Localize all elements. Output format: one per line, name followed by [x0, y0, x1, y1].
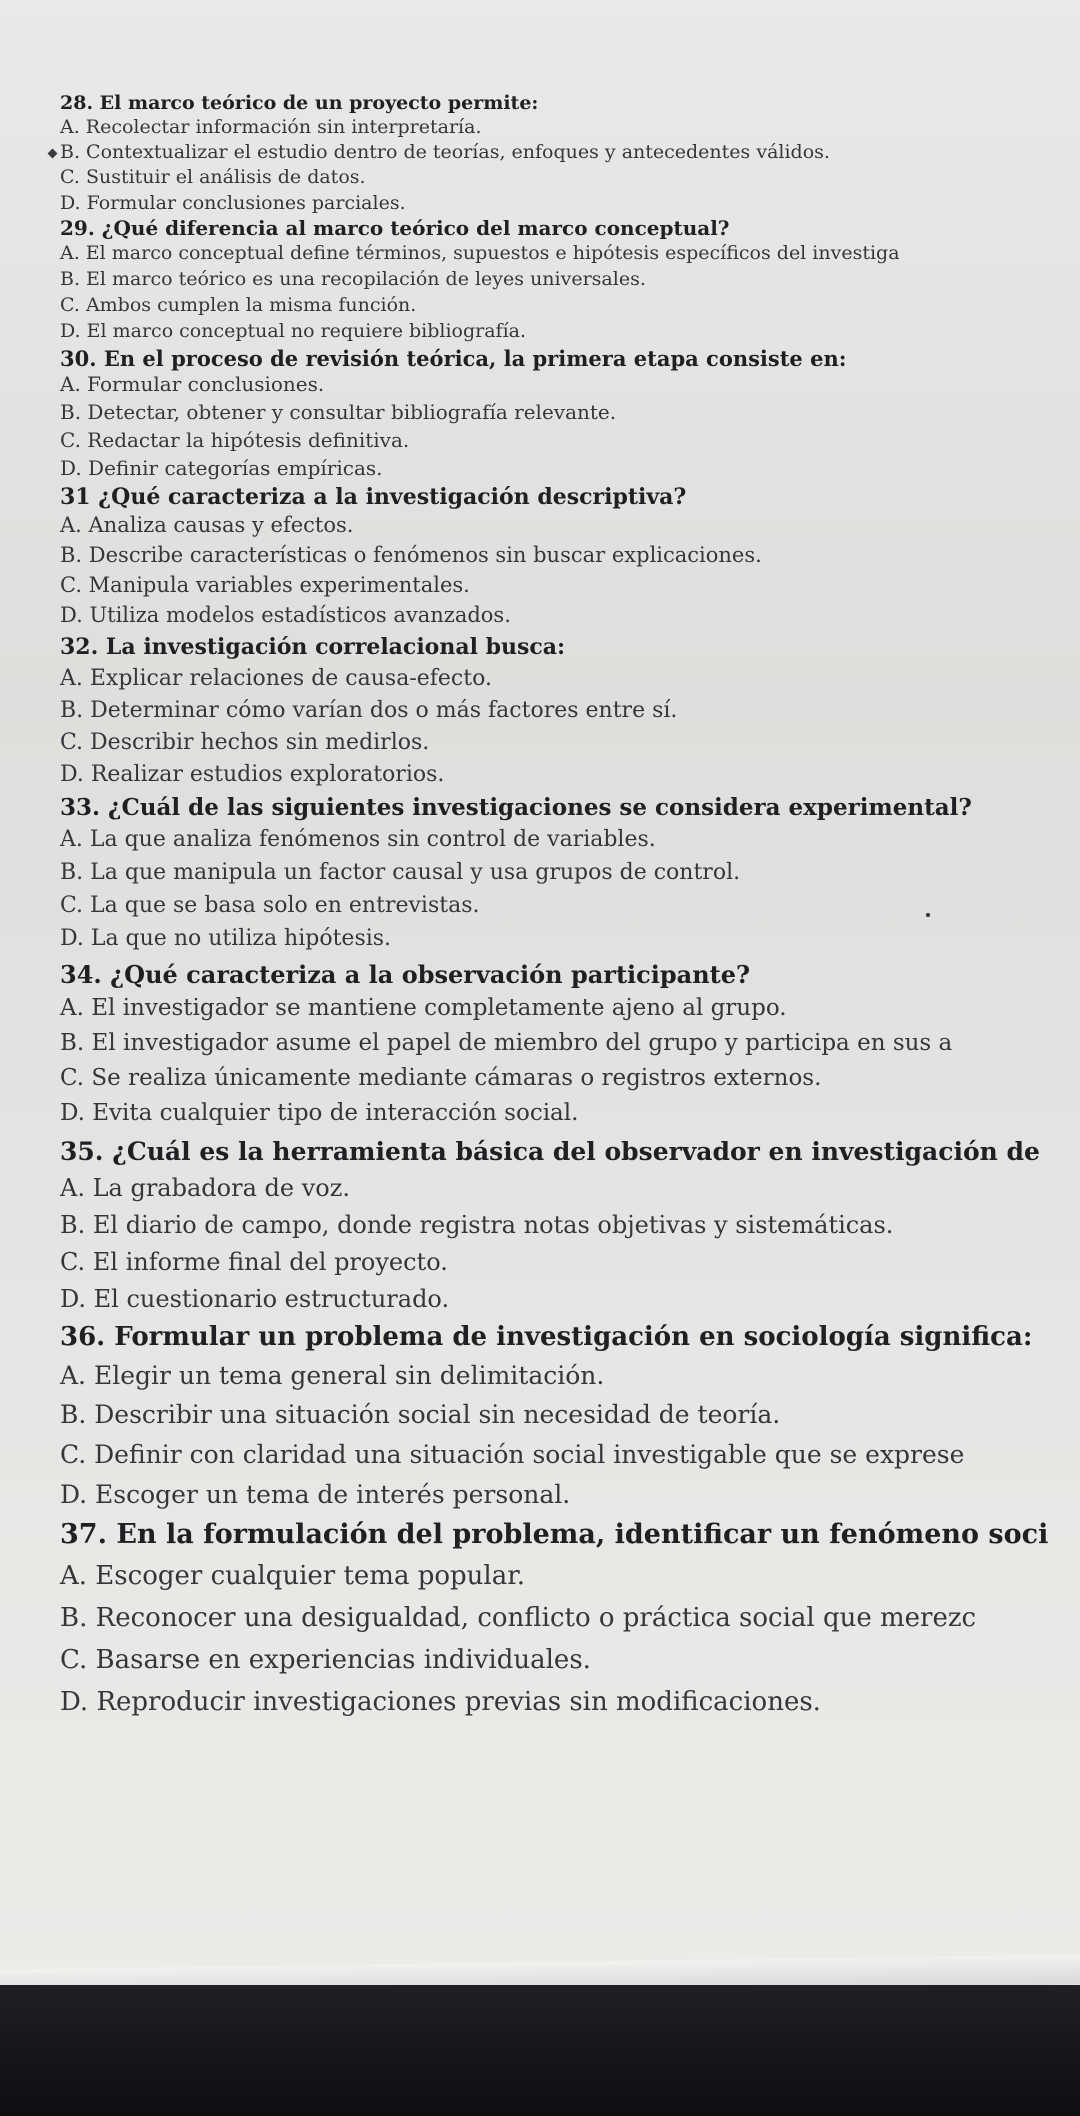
- option-30-b: B. Detectar, obtener y consultar bibliografía relevante.: [60, 400, 617, 424]
- option-36-c: C. Definir con claridad una situación social investigable que se exprese: [60, 1440, 965, 1469]
- option-32-c: C. Describir hechos sin medirlos.: [60, 730, 430, 755]
- option-36-b: B. Describir una situación social sin necesidad de teoría.: [60, 1400, 781, 1429]
- option-31-d: D. Utiliza modelos estadísticos avanzados.: [60, 603, 511, 627]
- option-33-c: C. La que se basa solo en entrevistas.: [60, 893, 480, 918]
- option-37-d: D. Reproducir investigaciones previas sin modificaciones.: [60, 1687, 821, 1717]
- option-31-b: B. Describe características o fenómenos sin buscar explicaciones.: [60, 543, 762, 567]
- question-30: 30. En el proceso de revisión teórica, la primera etapa consiste en:: [60, 346, 847, 371]
- question-28: 28. El marco teórico de un proyecto permite:: [60, 92, 539, 114]
- question-31: 31 ¿Qué caracteriza a la investigación descriptiva?: [60, 484, 687, 510]
- option-30-d: D. Definir categorías empíricas.: [60, 456, 383, 480]
- option-29-b: B. El marco teórico es una recopilación de leyes universales.: [60, 268, 646, 290]
- question-36: 36. Formular un problema de investigación en sociología significa:: [60, 1322, 1033, 1352]
- option-37-a: A. Escoger cualquier tema popular.: [60, 1561, 526, 1591]
- option-28-b: B. Contextualizar el estudio dentro de teorías, enfoques y antecedentes válidos.: [60, 141, 830, 163]
- option-34-d: D. Evita cualquier tipo de interacción social.: [60, 1100, 579, 1126]
- question-34: 34. ¿Qué caracteriza a la observación participante?: [60, 960, 751, 989]
- question-37: 37. En la formulación del problema, identificar un fenómeno soci: [60, 1519, 1049, 1550]
- pen-dot: [926, 913, 930, 917]
- question-35: 35. ¿Cuál es la herramienta básica del observador en investigación de: [60, 1137, 1040, 1166]
- option-32-a: A. Explicar relaciones de causa-efecto.: [60, 666, 492, 691]
- option-28-a: A. Recolectar información sin interpretaría.: [60, 116, 482, 138]
- option-31-a: A. Analiza causas y efectos.: [60, 513, 354, 537]
- dark-background: [0, 1985, 1080, 2116]
- option-29-c: C. Ambos cumplen la misma función.: [60, 294, 417, 316]
- option-30-c: C. Redactar la hipótesis definitiva.: [60, 428, 410, 452]
- option-34-a: A. El investigador se mantiene completamente ajeno al grupo.: [60, 995, 787, 1021]
- option-30-a: A. Formular conclusiones.: [60, 372, 325, 396]
- option-33-a: A. La que analiza fenómenos sin control de variables.: [60, 827, 656, 852]
- question-29: 29. ¿Qué diferencia al marco teórico del marco conceptual?: [60, 216, 730, 240]
- option-34-c: C. Se realiza únicamente mediante cámaras o registros externos.: [60, 1065, 822, 1091]
- option-37-c: C. Basarse en experiencias individuales.: [60, 1645, 591, 1675]
- option-28-d: D. Formular conclusiones parciales.: [60, 192, 406, 214]
- option-35-a: A. La grabadora de voz.: [60, 1174, 350, 1202]
- question-33: 33. ¿Cuál de las siguientes investigaciones se considera experimental?: [60, 794, 972, 821]
- option-33-d: D. La que no utiliza hipótesis.: [60, 926, 392, 951]
- option-37-b: B. Reconocer una desigualdad, conflicto o práctica social que merezc: [60, 1603, 977, 1633]
- pen-mark: [48, 149, 58, 159]
- option-31-c: C. Manipula variables experimentales.: [60, 573, 470, 597]
- option-32-d: D. Realizar estudios exploratorios.: [60, 762, 445, 787]
- option-36-d: D. Escoger un tema de interés personal.: [60, 1480, 571, 1509]
- option-35-c: C. El informe final del proyecto.: [60, 1248, 448, 1276]
- option-34-b: B. El investigador asume el papel de miembro del grupo y participa en sus a: [60, 1030, 953, 1056]
- option-29-a: A. El marco conceptual define términos, supuestos e hipótesis específicos del investiga: [60, 242, 900, 264]
- option-36-a: A. Elegir un tema general sin delimitación.: [60, 1361, 605, 1390]
- option-32-b: B. Determinar cómo varían dos o más factores entre sí.: [60, 698, 678, 723]
- option-35-b: B. El diario de campo, donde registra notas objetivas y sistemáticas.: [60, 1211, 894, 1239]
- option-28-c: C. Sustituir el análisis de datos.: [60, 166, 366, 188]
- option-35-d: D. El cuestionario estructurado.: [60, 1285, 450, 1313]
- option-33-b: B. La que manipula un factor causal y usa grupos de control.: [60, 860, 741, 885]
- option-29-d: D. El marco conceptual no requiere bibliografía.: [60, 320, 527, 342]
- question-32: 32. La investigación correlacional busca:: [60, 634, 566, 660]
